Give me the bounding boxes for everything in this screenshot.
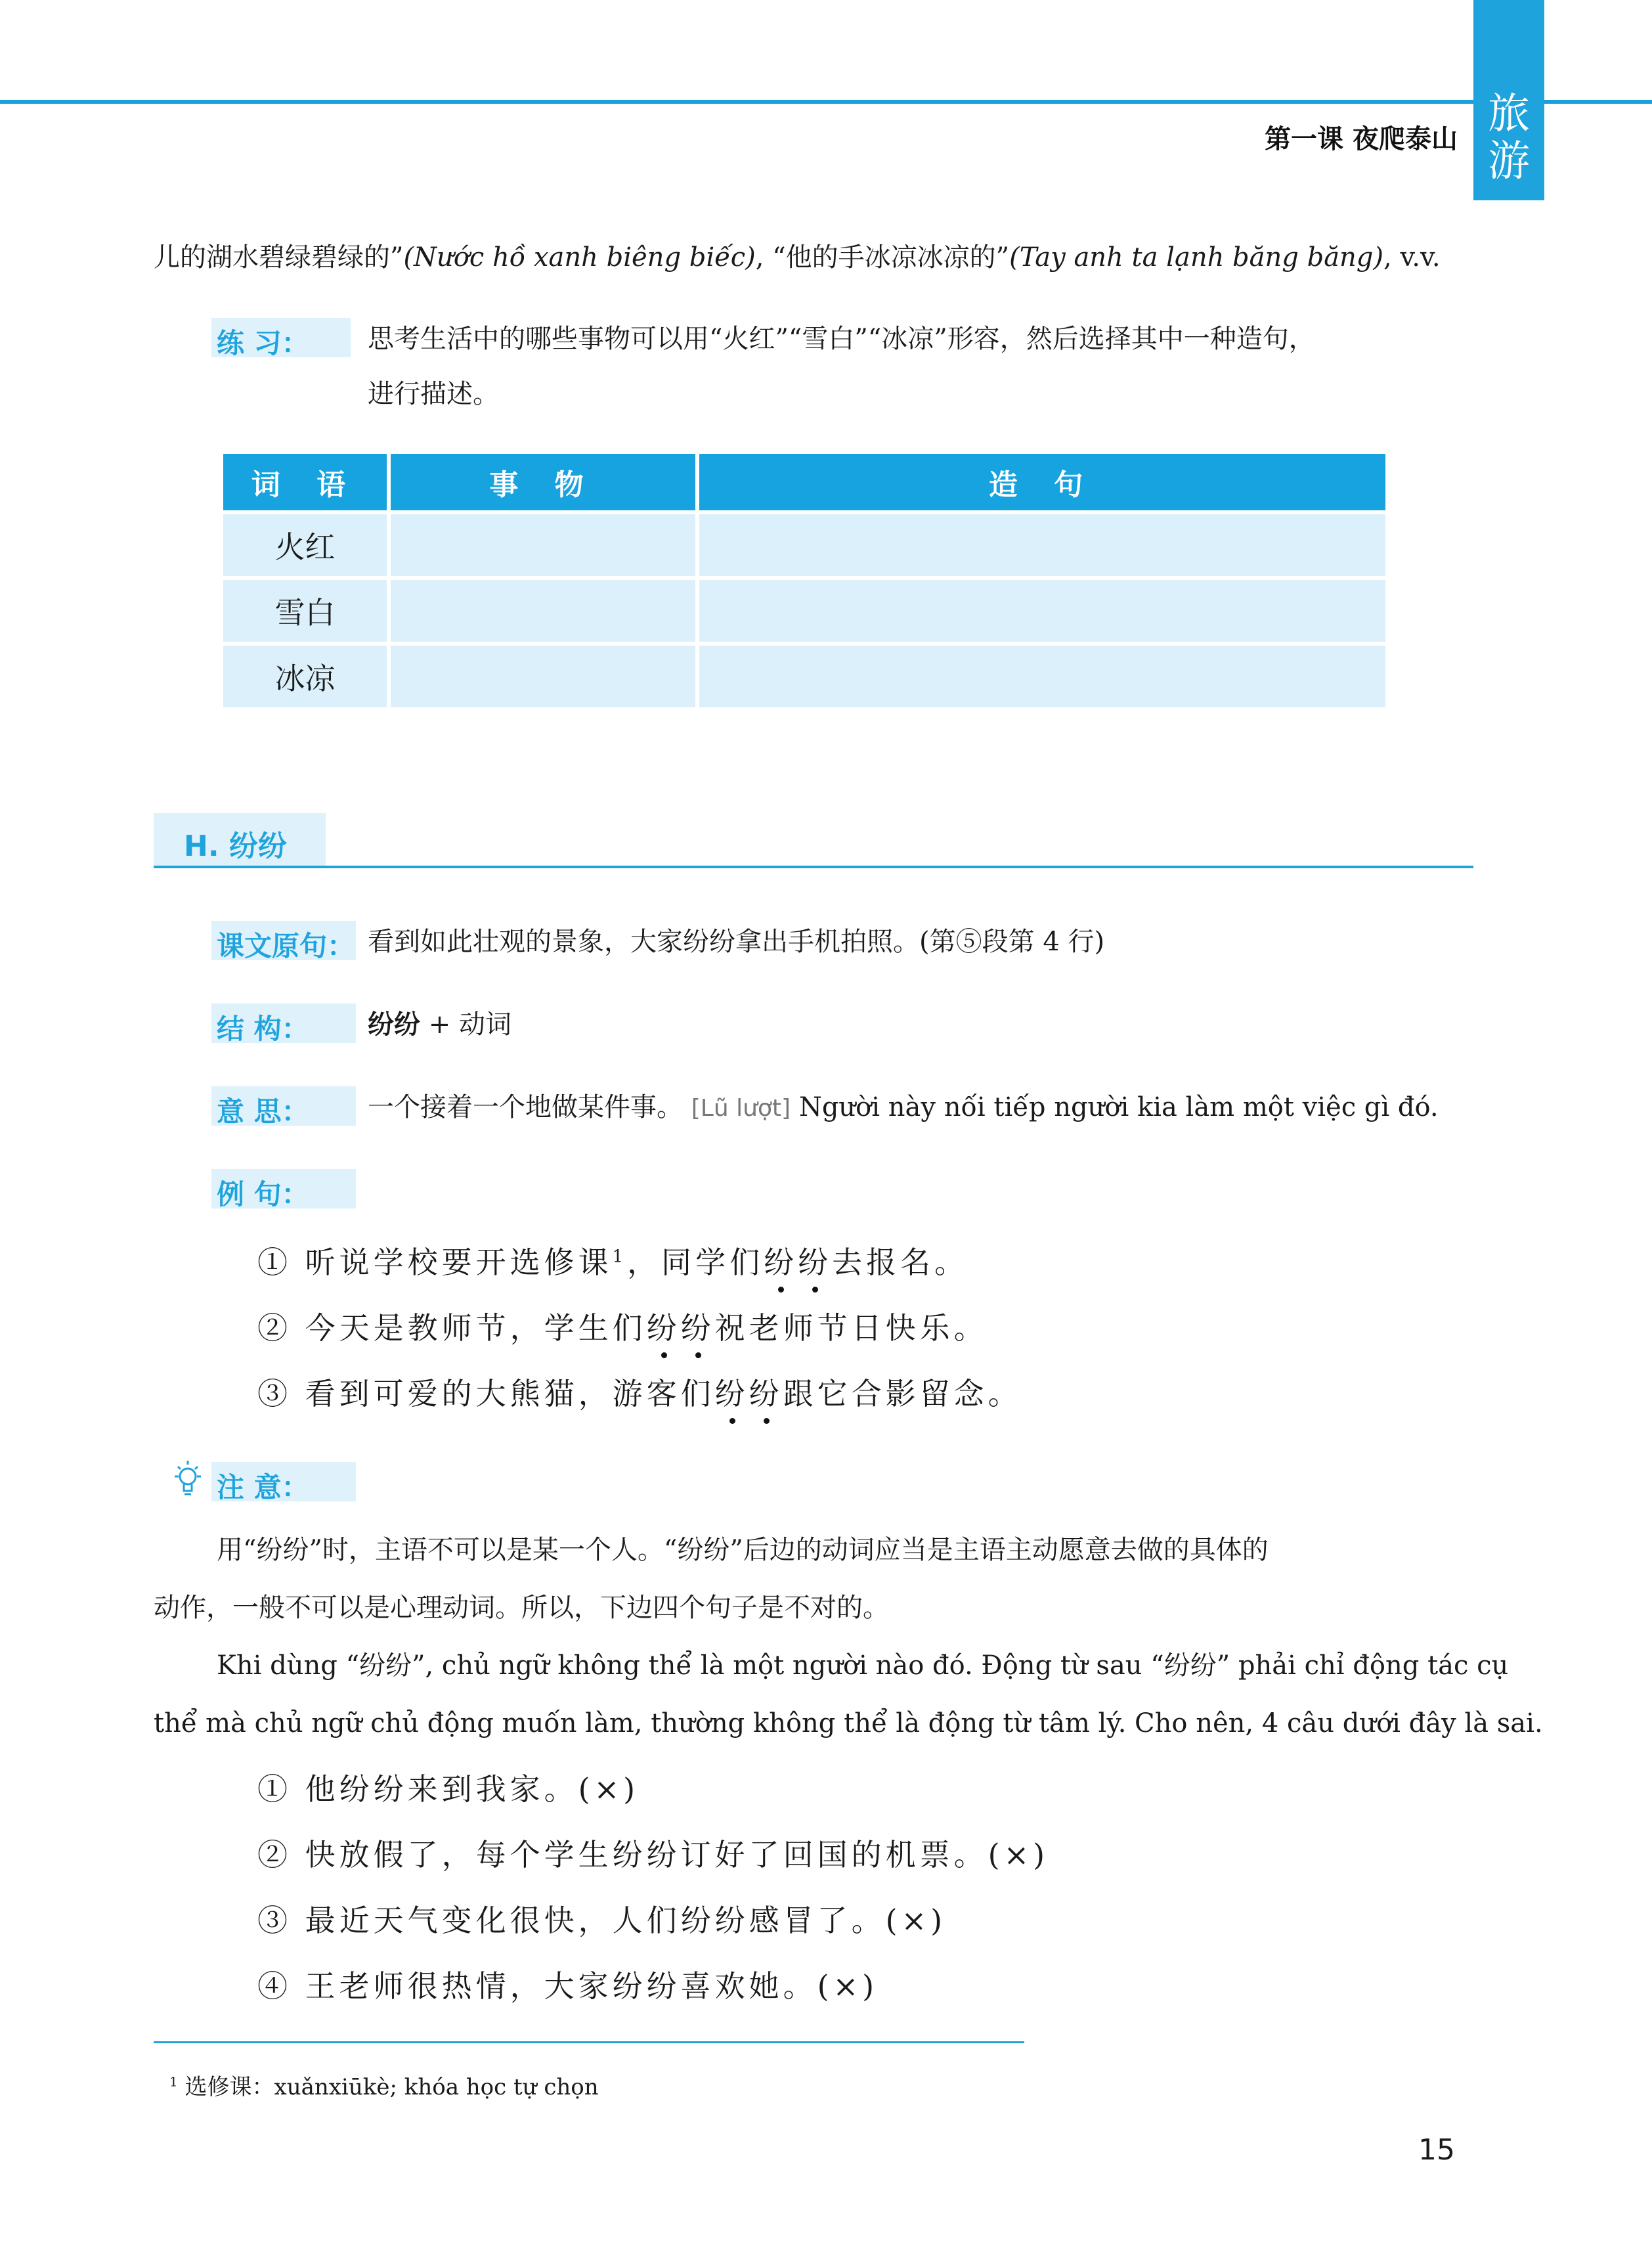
- emphasis-char: 纷: [715, 1370, 749, 1413]
- row-sentence-cell[interactable]: [699, 514, 1385, 576]
- chapter-tab: [1473, 0, 1544, 200]
- exercise-text-2: 进行描述。: [368, 379, 499, 409]
- example-number: ③: [257, 1376, 292, 1411]
- intro-text-2: , “他的手冰凉冰凉的”: [755, 242, 1010, 273]
- note-zh-2: 动作，一般不可以是心理动词。所以，下边四个句子是不对的。: [154, 1593, 889, 1623]
- example-number: ②: [257, 1310, 292, 1346]
- table-row: [223, 514, 1385, 576]
- section-rule: [154, 866, 1473, 868]
- structure-label: 结 构：: [217, 1013, 309, 1045]
- table-header-row: [223, 454, 1385, 510]
- row-thing-cell[interactable]: [391, 514, 695, 576]
- note-zh-1: 用“纷纷”时，主语不可以是某一个人。“纷纷”后边的动词应当是主语主动愿意去做的具体的: [217, 1535, 1269, 1565]
- example-post: 祝老师节日快乐。: [714, 1310, 988, 1346]
- intro-italic-1: (Nước hồ xanh biêng biếc): [403, 242, 756, 273]
- example-pre: 今天是教师节，学生们: [305, 1310, 647, 1346]
- note-vi-2: thể mà chủ ngữ chủ động muốn làm, thường không thể là động từ tâm lý. Cho nên, 4 câu dưới đây là sai.: [154, 1708, 1543, 1738]
- section-title: H. 纷纷: [184, 830, 287, 863]
- example-mid: ，同学们: [627, 1245, 764, 1280]
- row-sentence-cell[interactable]: [699, 646, 1385, 707]
- running-title: 第一课 夜爬泰山: [1265, 124, 1458, 154]
- table-row: [223, 580, 1385, 642]
- row-thing-cell[interactable]: [391, 646, 695, 707]
- wrong-example-3: ③ 最近天气变化很快，人们纷纷感冒了。(×): [257, 1903, 947, 1938]
- emphasis-char: 纷: [749, 1370, 783, 1413]
- example-1: [257, 1239, 968, 1282]
- footnote-rule: [154, 2041, 1024, 2043]
- exercise-table: [219, 450, 1389, 711]
- footnote-text: 选修课：xuǎnxiūkè; khóa học tự chọn: [185, 2074, 599, 2100]
- exercise-text-1: 思考生活中的哪些事物可以用“火红”“雪白”“冰凉”形容，然后选择其中一种造句，: [368, 324, 1315, 354]
- structure-rest: + 动词: [420, 1009, 511, 1040]
- note-label: 注 意：: [217, 1471, 309, 1503]
- structure-text: [368, 1005, 511, 1044]
- tab-char-2: 游: [1488, 137, 1530, 186]
- table-row: [223, 646, 1385, 707]
- footnote-number: 1: [169, 2073, 178, 2090]
- wrong-example-2: ② 快放假了，每个学生纷纷订好了回国的机票。(×): [257, 1837, 1049, 1872]
- intro-text-3: , v.v.: [1383, 242, 1441, 273]
- meaning-text: [368, 1088, 1439, 1128]
- col-header-sentence: 造 句: [699, 454, 1385, 510]
- example-number: ①: [257, 1245, 292, 1280]
- structure-bold: 纷纷: [368, 1009, 420, 1040]
- emphasis-char: 纷: [798, 1239, 832, 1282]
- examples-label: 例 句：: [217, 1178, 309, 1210]
- wrong-example-1: ① 他纷纷来到我家。(×): [257, 1771, 640, 1807]
- row-thing-cell[interactable]: [391, 580, 695, 642]
- page-number: 15: [1418, 2133, 1455, 2167]
- example-3: [257, 1370, 1022, 1413]
- exercise-label: 练 习：: [217, 327, 309, 359]
- example-post: 去报名。: [832, 1245, 969, 1280]
- lightbulb-icon: [172, 1459, 204, 1503]
- intro-italic-2: (Tay anh ta lạnh băng băng): [1009, 242, 1384, 273]
- source-text: 看到如此壮观的景象，大家纷纷拿出手机拍照。(第⑤段第 4 行): [368, 927, 1105, 957]
- intro-text-1: 儿的湖水碧绿碧绿的”: [154, 242, 404, 273]
- example-2: [257, 1304, 988, 1348]
- emphasis-char: 纷: [681, 1304, 715, 1348]
- intro-line: [154, 238, 1441, 277]
- row-sentence-cell[interactable]: [699, 580, 1385, 642]
- footnote-ref: 1: [612, 1247, 628, 1267]
- row-word: 火红: [223, 514, 387, 576]
- col-header-word: 词 语: [223, 454, 387, 510]
- emphasis-char: 纷: [647, 1304, 681, 1348]
- tab-char-1: 旅: [1488, 90, 1530, 139]
- footnote: [169, 2069, 599, 2101]
- row-word: 冰凉: [223, 646, 387, 707]
- emphasis-char: 纷: [764, 1239, 798, 1282]
- meaning-tag: [Lũ lượt]: [691, 1095, 791, 1122]
- source-label: 课文原句：: [217, 930, 355, 962]
- col-header-thing: 事 物: [391, 454, 695, 510]
- meaning-vi: Người này nối tiếp người kia làm một việc gì đó.: [798, 1092, 1439, 1122]
- meaning-label: 意 思：: [217, 1096, 309, 1128]
- wrong-example-4: ④ 王老师很热情，大家纷纷喜欢她。(×): [257, 1968, 879, 2004]
- example-pre: 听说学校要开选修课: [305, 1245, 613, 1280]
- example-pre: 看到可爱的大熊猫，游客们: [305, 1376, 715, 1411]
- header-rule: [0, 100, 1652, 104]
- example-post: 跟它合影留念。: [783, 1376, 1022, 1411]
- note-vi-1: Khi dùng “纷纷”, chủ ngữ không thể là một người nào đó. Động từ sau “纷纷” phải chỉ động tác cụ: [217, 1650, 1509, 1681]
- row-word: 雪白: [223, 580, 387, 642]
- meaning-zh: 一个接着一个地做某件事。: [368, 1092, 683, 1122]
